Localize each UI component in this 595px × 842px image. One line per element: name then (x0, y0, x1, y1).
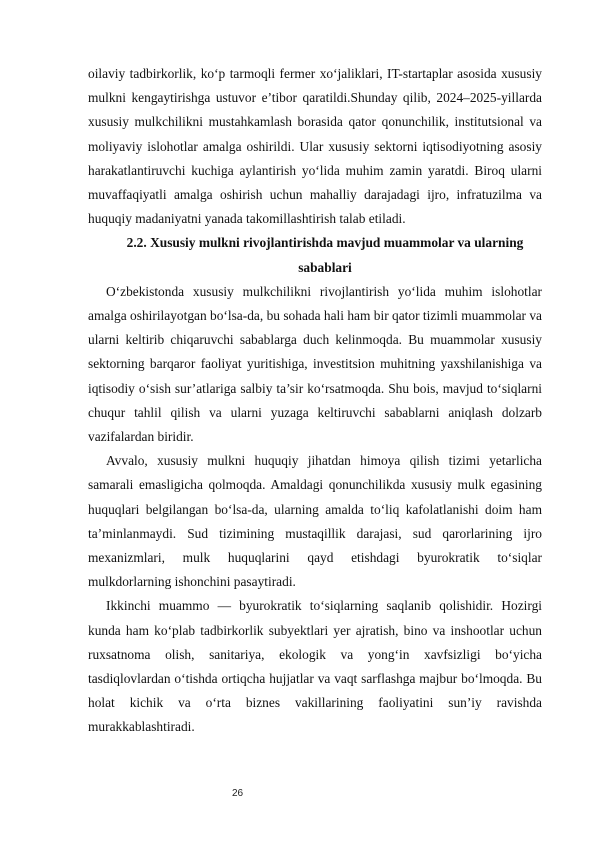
paragraph-overview: O‘zbekistonda xususiy mulkchilikni rivojlantirish yo‘lida muhim islohotlar amalga oshirilayotgan bo‘lsa-da, bu sohada hali ham bir qator tizimli muammolar va ularni keltirib chiqaruvchi sabablarga duch kelinmoqda. Bu muammolar xususiy sektorning barqaror faoliyat yuritishiga, investitsion muhitning yaxshilanishiga va iqtisodiy o‘sish sur’atlariga salbiy ta’sir ko‘rsatmoqda. Shu bois, mavjud to‘siqlarni chuqur tahlil qilish va ularni yuzaga keltiruvchi sabablarni aniqlash dolzarb vazifalardan biridir. (88, 283, 542, 445)
page-number: 26 (231, 788, 244, 799)
paragraph-intro-continuation: oilaviy tadbirkorlik, ko‘p tarmoqli fermer xo‘jaliklari, IT-startaplar asosida xususiy mulkni kengaytirishga ustuvor e’tibor qaratildi.Shunday qilib, 2024–2025-yillarda xususiy mulkchilikni mustahkamlash borasida qator qonunchilik, institutsional va moliyaviy islohotlar amalga oshirildi. Ular xususiy sektorni iqtisodiyotning asosiy harakatlantiruvchi kuchiga aylantirish yo‘lida muhim zamin yaratdi. Biroq ularni muvaffaqiyatli amalga oshirish uchun mahalliy darajadagi ijro, infratuzilma va huquqiy madaniyatni yanada takomillashtirish talab etiladi. (88, 66, 542, 227)
paragraph-legal-protection: Avvalo, xususiy mulkni huquqiy jihatdan himoya qilish tizimi yetarlicha samarali emasligicha qolmoqda. Amaldagi qonunchilikda xususiy mulk egasining huquqlari belgilangan bo‘lsa-da, ularning amalda to‘liq kafolatlanishi doim ham ta’minlanmaydi. Sud tizimining mustaqillik darajasi, sud qarorlarining ijro mexanizmlari, mulk huquqlarini qayd etishdagi byurokratik to‘siqlar mulkdorlarning ishonchini pasaytiradi. (88, 453, 542, 590)
paragraph-bureaucracy: Ikkinchi muammo — byurokratik to‘siqlarning saqlanib qolishidir. Hozirgi kunda ham ko‘plab tadbirkorlik subyektlari yer ajratish, bino va inshootlar uchun ruxsatnoma olish, sanitariya, ekologik va yong‘in xavfsizligi bo‘yicha tasdiqlovlardan o‘tishda ortiqcha hujjatlar va vaqt sarflashga majbur bo‘lmoqda. Bu holat kichik va o‘rta biznes vakillarining faoliyatini sun’iy ravishda murakkablashtiradi. (88, 598, 542, 735)
document-body (88, 62, 542, 740)
section-heading: 2.2. Xususiy mulkni rivojlantirishda mavjud muammolar va ularning sabablari (126, 235, 524, 275)
